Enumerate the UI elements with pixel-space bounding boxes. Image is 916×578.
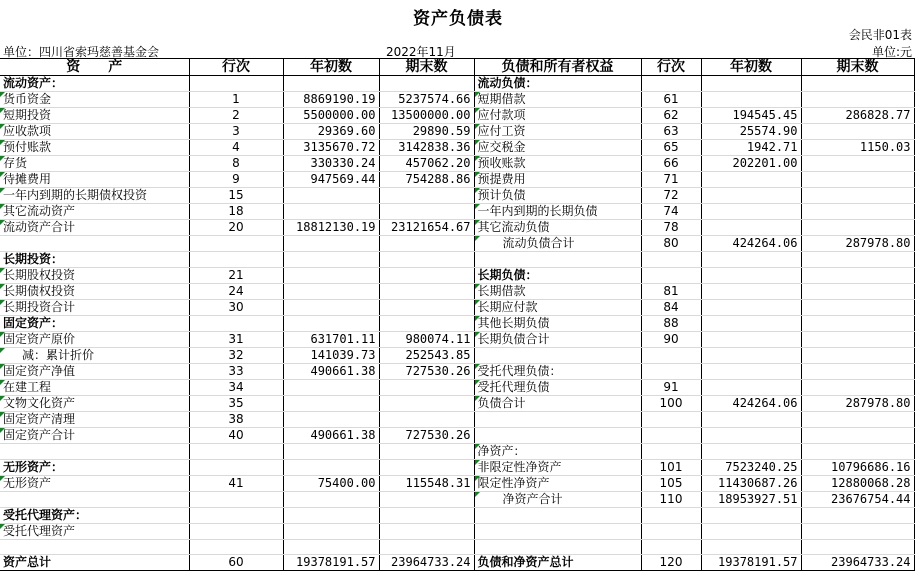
liability-end-value [801, 444, 914, 460]
liability-begin-value [701, 220, 801, 236]
table-row [0, 444, 914, 460]
asset-name: 固定资产： [0, 316, 189, 332]
table-row [0, 188, 914, 204]
asset-begin-value [283, 252, 379, 268]
asset-end-value [379, 508, 474, 524]
asset-line-no: 2 [189, 108, 283, 124]
asset-line-no: 9 [189, 172, 283, 188]
table-row [0, 460, 914, 476]
liability-line-no: 91 [641, 380, 701, 396]
liability-name [474, 252, 641, 268]
asset-name: 减：累计折价 [0, 348, 189, 364]
liability-name: 应付款项 [474, 108, 641, 124]
col-header-begin: 年初数 [701, 59, 801, 76]
asset-end-value [379, 204, 474, 220]
liability-name [474, 348, 641, 364]
asset-name: 一年内到期的长期债权投资 [0, 188, 189, 204]
asset-name: 流动资产合计 [0, 220, 189, 236]
liability-end-value [801, 316, 914, 332]
asset-begin-value: 75400.00 [283, 476, 379, 492]
liability-end-value [801, 76, 914, 92]
asset-begin-value: 631701.11 [283, 332, 379, 348]
asset-end-value [379, 284, 474, 300]
liability-name: 应付工资 [474, 124, 641, 140]
liability-begin-value: 202201.00 [701, 156, 801, 172]
liability-end-value [801, 524, 914, 540]
asset-end-value: 5237574.66 [379, 92, 474, 108]
liability-begin-value: 18953927.51 [701, 492, 801, 508]
report-title: 资产负债表 [413, 9, 503, 29]
asset-name: 文物文化资产 [0, 396, 189, 412]
asset-name: 固定资产清理 [0, 412, 189, 428]
asset-line-no: 33 [189, 364, 283, 380]
table-row [0, 540, 914, 555]
liability-line-no [641, 428, 701, 444]
asset-line-no: 3 [189, 124, 283, 140]
asset-end-value [379, 460, 474, 476]
asset-line-no: 1 [189, 92, 283, 108]
liability-end-value [801, 332, 914, 348]
asset-end-value [379, 236, 474, 252]
liability-end-value [801, 428, 914, 444]
liability-line-no: 63 [641, 124, 701, 140]
asset-line-no: 15 [189, 188, 283, 204]
currency-unit: 单位:元 [871, 45, 912, 59]
asset-begin-value: 29369.60 [283, 124, 379, 140]
liability-name: 其他长期负债 [474, 316, 641, 332]
liability-name: 其它流动负债 [474, 220, 641, 236]
asset-begin-value: 490661.38 [283, 364, 379, 380]
liability-line-no: 72 [641, 188, 701, 204]
table-row [0, 76, 914, 92]
asset-begin-value: 330330.24 [283, 156, 379, 172]
liability-line-no: 61 [641, 92, 701, 108]
liability-name [474, 540, 641, 555]
liability-end-value: 287978.80 [801, 396, 914, 412]
asset-line-no [189, 252, 283, 268]
liability-end-value [801, 124, 914, 140]
asset-end-value: 23964733.24 [379, 555, 474, 571]
liability-end-value [801, 220, 914, 236]
liability-name: 净资产合计 [474, 492, 641, 508]
report-date: 2022年11月 [386, 45, 456, 59]
liability-line-no: 110 [641, 492, 701, 508]
liability-line-no: 100 [641, 396, 701, 412]
liability-name: 预计负债 [474, 188, 641, 204]
liability-line-no: 105 [641, 476, 701, 492]
liability-begin-value [701, 524, 801, 540]
col-header-line: 行次 [641, 59, 701, 76]
table-row [0, 252, 914, 268]
asset-line-no: 18 [189, 204, 283, 220]
asset-begin-value [283, 524, 379, 540]
asset-line-no: 41 [189, 476, 283, 492]
asset-name: 固定资产合计 [0, 428, 189, 444]
liability-begin-value: 19378191.57 [701, 555, 801, 571]
liability-line-no: 101 [641, 460, 701, 476]
asset-name: 流动资产： [0, 76, 189, 92]
liability-begin-value: 25574.90 [701, 124, 801, 140]
asset-line-no: 24 [189, 284, 283, 300]
col-header-end: 期末数 [801, 59, 914, 76]
asset-name: 长期债权投资 [0, 284, 189, 300]
table-row [0, 172, 914, 188]
liability-begin-value [701, 364, 801, 380]
table-row [0, 236, 914, 252]
asset-name: 其它流动资产 [0, 204, 189, 220]
liability-name [474, 412, 641, 428]
asset-name: 待摊费用 [0, 172, 189, 188]
asset-end-value: 3142838.36 [379, 140, 474, 156]
liability-name: 长期应付款 [474, 300, 641, 316]
liability-line-no [641, 348, 701, 364]
asset-line-no: 4 [189, 140, 283, 156]
asset-name [0, 540, 189, 555]
liability-name: 一年内到期的长期负债 [474, 204, 641, 220]
asset-end-value: 457062.20 [379, 156, 474, 172]
liability-begin-value [701, 92, 801, 108]
liability-line-no: 120 [641, 555, 701, 571]
table-row [0, 108, 914, 124]
liability-end-value: 287978.80 [801, 236, 914, 252]
table-row [0, 428, 914, 444]
liability-end-value: 1150.03 [801, 140, 914, 156]
asset-name: 无形资产 [0, 476, 189, 492]
liability-end-value: 23964733.24 [801, 555, 914, 571]
asset-begin-value [283, 268, 379, 284]
table-row [0, 555, 914, 571]
liability-line-no [641, 444, 701, 460]
liability-line-no [641, 412, 701, 428]
asset-name: 资产总计 [0, 555, 189, 571]
asset-begin-value [283, 492, 379, 508]
asset-name: 长期投资合计 [0, 300, 189, 316]
asset-name: 在建工程 [0, 380, 189, 396]
liability-name: 流动负债： [474, 76, 641, 92]
liability-end-value [801, 204, 914, 220]
table-row [0, 476, 914, 492]
liability-end-value [801, 156, 914, 172]
liability-line-no [641, 76, 701, 92]
asset-begin-value [283, 412, 379, 428]
liability-begin-value: 7523240.25 [701, 460, 801, 476]
asset-line-no [189, 236, 283, 252]
asset-name: 固定资产净值 [0, 364, 189, 380]
liability-name: 长期负债合计 [474, 332, 641, 348]
liability-begin-value [701, 316, 801, 332]
asset-name: 预付账款 [0, 140, 189, 156]
asset-end-value [379, 252, 474, 268]
asset-name [0, 492, 189, 508]
liability-name: 预收账款 [474, 156, 641, 172]
table-row [0, 364, 914, 380]
col-header-liabilities: 负债和所有者权益 [474, 59, 641, 76]
asset-begin-value [283, 188, 379, 204]
liability-begin-value: 1942.71 [701, 140, 801, 156]
table-row [0, 316, 914, 332]
asset-begin-value: 3135670.72 [283, 140, 379, 156]
liability-begin-value: 424264.06 [701, 236, 801, 252]
asset-begin-value: 8869190.19 [283, 92, 379, 108]
asset-line-no: 32 [189, 348, 283, 364]
liability-name: 应交税金 [474, 140, 641, 156]
asset-end-value [379, 492, 474, 508]
liability-name: 预提费用 [474, 172, 641, 188]
asset-begin-value: 18812130.19 [283, 220, 379, 236]
liability-name: 负债合计 [474, 396, 641, 412]
liability-name [474, 524, 641, 540]
liability-begin-value [701, 204, 801, 220]
liability-name: 非限定性净资产 [474, 460, 641, 476]
liability-begin-value [701, 284, 801, 300]
liability-name: 长期借款 [474, 284, 641, 300]
asset-begin-value [283, 540, 379, 555]
asset-begin-value [283, 508, 379, 524]
form-code: 会民非01表 [848, 28, 912, 42]
asset-name [0, 236, 189, 252]
table-row [0, 396, 914, 412]
asset-end-value: 980074.11 [379, 332, 474, 348]
asset-line-no: 40 [189, 428, 283, 444]
asset-name: 长期投资： [0, 252, 189, 268]
asset-end-value: 115548.31 [379, 476, 474, 492]
table-row [0, 412, 914, 428]
table-row [0, 140, 914, 156]
table-row [0, 284, 914, 300]
asset-end-value [379, 188, 474, 204]
liability-begin-value [701, 412, 801, 428]
table-row [0, 492, 914, 508]
liability-begin-value [701, 268, 801, 284]
liability-end-value [801, 284, 914, 300]
liability-begin-value [701, 188, 801, 204]
table-row [0, 300, 914, 316]
liability-name: 短期借款 [474, 92, 641, 108]
asset-begin-value [283, 300, 379, 316]
asset-name: 受托代理资产： [0, 508, 189, 524]
asset-end-value [379, 540, 474, 555]
table-row [0, 508, 914, 524]
table-row [0, 156, 914, 172]
liability-end-value [801, 300, 914, 316]
liability-name: 净资产： [474, 444, 641, 460]
asset-end-value: 252543.85 [379, 348, 474, 364]
asset-begin-value [283, 316, 379, 332]
liability-line-no: 90 [641, 332, 701, 348]
liability-end-value [801, 188, 914, 204]
liability-name: 流动负债合计 [474, 236, 641, 252]
col-header-end: 期末数 [379, 59, 474, 76]
asset-name [0, 444, 189, 460]
liability-begin-value [701, 428, 801, 444]
table-row [0, 124, 914, 140]
asset-end-value [379, 380, 474, 396]
asset-begin-value [283, 236, 379, 252]
table-row [0, 348, 914, 364]
liability-name [474, 508, 641, 524]
liability-begin-value [701, 332, 801, 348]
balance-sheet-table [0, 58, 915, 571]
asset-line-no: 20 [189, 220, 283, 236]
table-row [0, 332, 914, 348]
table-row [0, 204, 914, 220]
asset-begin-value [283, 204, 379, 220]
asset-end-value [379, 76, 474, 92]
asset-line-no [189, 524, 283, 540]
liability-line-no: 62 [641, 108, 701, 124]
organization-unit: 单位：四川省索玛慈善基金会 [3, 45, 160, 59]
asset-end-value [379, 524, 474, 540]
asset-begin-value [283, 396, 379, 412]
asset-begin-value [283, 460, 379, 476]
table-header-row [0, 59, 914, 76]
liability-line-no [641, 252, 701, 268]
liability-begin-value [701, 252, 801, 268]
col-header-begin: 年初数 [283, 59, 379, 76]
liability-begin-value [701, 380, 801, 396]
asset-line-no [189, 316, 283, 332]
liability-begin-value [701, 444, 801, 460]
liability-line-no: 74 [641, 204, 701, 220]
asset-end-value: 13500000.00 [379, 108, 474, 124]
liability-end-value [801, 364, 914, 380]
liability-end-value [801, 252, 914, 268]
liability-end-value [801, 348, 914, 364]
asset-line-no [189, 76, 283, 92]
table-row [0, 380, 914, 396]
asset-end-value [379, 412, 474, 428]
liability-name: 限定性净资产 [474, 476, 641, 492]
liability-end-value [801, 540, 914, 555]
col-header-assets: 资 产 [0, 59, 189, 76]
liability-line-no: 66 [641, 156, 701, 172]
asset-line-no: 8 [189, 156, 283, 172]
asset-name: 短期投资 [0, 108, 189, 124]
asset-name: 受托代理资产 [0, 524, 189, 540]
liability-line-no: 71 [641, 172, 701, 188]
liability-line-no: 80 [641, 236, 701, 252]
table-row [0, 524, 914, 540]
asset-line-no [189, 492, 283, 508]
liability-line-no [641, 364, 701, 380]
asset-begin-value [283, 380, 379, 396]
asset-begin-value: 947569.44 [283, 172, 379, 188]
asset-line-no: 34 [189, 380, 283, 396]
liability-line-no: 88 [641, 316, 701, 332]
asset-line-no [189, 460, 283, 476]
liability-begin-value: 194545.45 [701, 108, 801, 124]
liability-line-no [641, 508, 701, 524]
asset-end-value: 754288.86 [379, 172, 474, 188]
liability-begin-value: 11430687.26 [701, 476, 801, 492]
liability-end-value [801, 92, 914, 108]
liability-end-value [801, 508, 914, 524]
asset-line-no: 30 [189, 300, 283, 316]
liability-end-value [801, 412, 914, 428]
asset-begin-value: 5500000.00 [283, 108, 379, 124]
asset-end-value [379, 444, 474, 460]
asset-name: 无形资产： [0, 460, 189, 476]
asset-end-value: 727530.26 [379, 364, 474, 380]
liability-name: 长期负债： [474, 268, 641, 284]
asset-begin-value [283, 76, 379, 92]
asset-name: 货币资金 [0, 92, 189, 108]
asset-line-no [189, 540, 283, 555]
asset-name: 长期股权投资 [0, 268, 189, 284]
asset-begin-value: 19378191.57 [283, 555, 379, 571]
liability-end-value: 23676754.44 [801, 492, 914, 508]
asset-line-no [189, 444, 283, 460]
liability-end-value: 286828.77 [801, 108, 914, 124]
liability-end-value [801, 268, 914, 284]
asset-name: 存货 [0, 156, 189, 172]
table-row [0, 92, 914, 108]
liability-begin-value [701, 348, 801, 364]
asset-line-no: 31 [189, 332, 283, 348]
asset-end-value: 23121654.67 [379, 220, 474, 236]
liability-line-no: 84 [641, 300, 701, 316]
liability-begin-value: 424264.06 [701, 396, 801, 412]
liability-line-no: 81 [641, 284, 701, 300]
asset-begin-value: 141039.73 [283, 348, 379, 364]
liability-line-no: 78 [641, 220, 701, 236]
liability-begin-value [701, 172, 801, 188]
liability-name [474, 428, 641, 444]
asset-begin-value: 490661.38 [283, 428, 379, 444]
asset-end-value [379, 268, 474, 284]
col-header-line: 行次 [189, 59, 283, 76]
asset-begin-value [283, 284, 379, 300]
liability-end-value [801, 380, 914, 396]
liability-name: 受托代理负债： [474, 364, 641, 380]
asset-line-no: 35 [189, 396, 283, 412]
asset-end-value [379, 396, 474, 412]
liability-begin-value [701, 508, 801, 524]
asset-end-value: 727530.26 [379, 428, 474, 444]
liability-line-no [641, 540, 701, 555]
liability-line-no [641, 524, 701, 540]
liability-line-no [641, 268, 701, 284]
liability-begin-value [701, 540, 801, 555]
liability-name: 负债和净资产总计 [474, 555, 641, 571]
table-row [0, 268, 914, 284]
asset-line-no [189, 508, 283, 524]
asset-line-no: 38 [189, 412, 283, 428]
asset-name: 应收款项 [0, 124, 189, 140]
liability-line-no: 65 [641, 140, 701, 156]
asset-line-no: 60 [189, 555, 283, 571]
liability-end-value: 10796686.16 [801, 460, 914, 476]
table-row [0, 220, 914, 236]
liability-begin-value [701, 300, 801, 316]
asset-line-no: 21 [189, 268, 283, 284]
asset-begin-value [283, 444, 379, 460]
liability-name: 受托代理负债 [474, 380, 641, 396]
asset-name: 固定资产原价 [0, 332, 189, 348]
asset-end-value: 29890.59 [379, 124, 474, 140]
liability-end-value [801, 172, 914, 188]
liability-end-value: 12880068.28 [801, 476, 914, 492]
liability-begin-value [701, 76, 801, 92]
asset-end-value [379, 316, 474, 332]
asset-end-value [379, 300, 474, 316]
